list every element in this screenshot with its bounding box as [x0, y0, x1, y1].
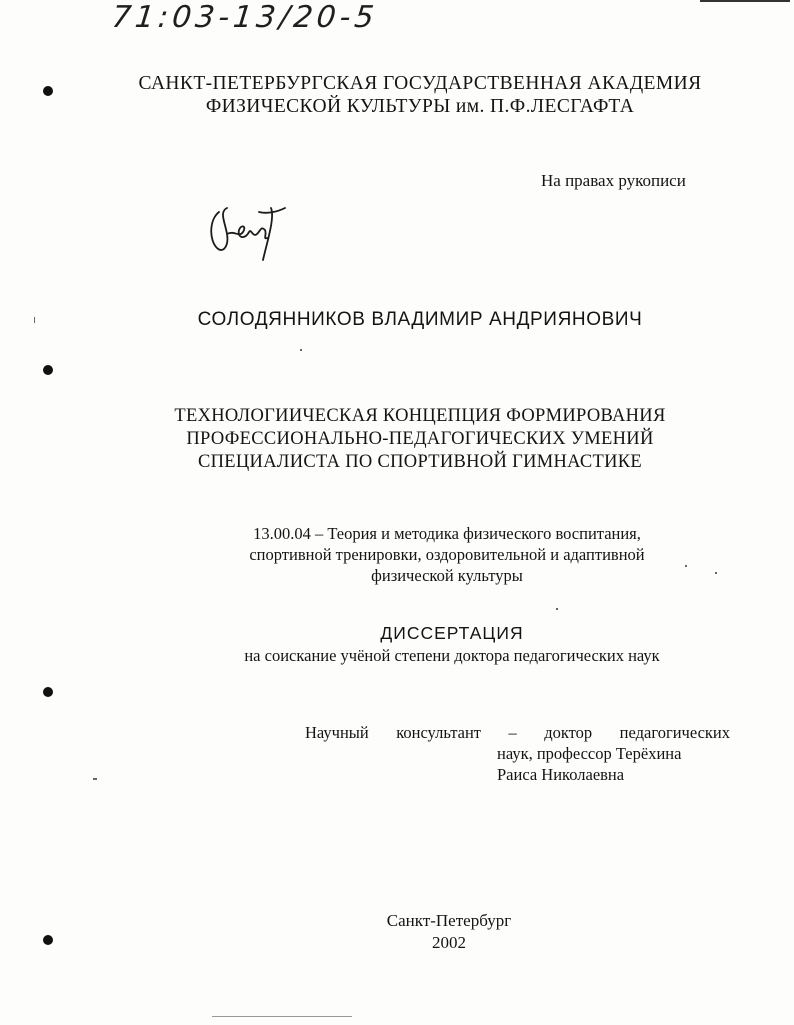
degree-text: на соискание учёной степени доктора педагогических наук [244, 646, 660, 665]
scan-speck [685, 565, 687, 567]
advisor-line-3: Раиса Николаевна [497, 765, 625, 784]
author-name: СОЛОДЯННИКОВ ВЛАДИМИР АНДРИЯНОВИЧ [197, 309, 643, 330]
signature-icon [205, 198, 300, 268]
scientific-advisor [305, 722, 730, 785]
thesis-title [0, 405, 794, 474]
thesis-title-line-2: ПРОФЕССИОНАЛЬНО-ПЕДАГОГИЧЕСКИХ УМЕНИЙ [186, 429, 654, 449]
punch-hole-icon [43, 365, 53, 375]
city: Санкт-Петербург [386, 911, 512, 930]
scan-speck [556, 608, 558, 610]
specialty-line-1: 13.00.04 – Теория и методика физического воспитания, [253, 524, 641, 543]
document-type: ДИССЕРТАЦИЯ [380, 623, 524, 643]
specialty-line-3: физической культуры [371, 566, 523, 585]
scan-speck [212, 1016, 352, 1017]
scan-speck [34, 317, 35, 323]
thesis-title-line-1: ТЕХНОЛОГИИЧЕСКАЯ КОНЦЕПЦИЯ ФОРМИРОВАНИЯ [174, 406, 666, 426]
scan-edge-line [700, 0, 790, 2]
year: 2002 [432, 933, 466, 952]
specialty-code [0, 523, 794, 586]
rights-note: На правах рукописи [541, 171, 686, 190]
advisor-line-2: наук, профессор Терёхина [497, 744, 682, 763]
institution-line-2: ФИЗИЧЕСКОЙ КУЛЬТУРЫ им. П.Ф.ЛЕСГАФТА [205, 96, 635, 117]
scan-speck [93, 778, 97, 780]
advisor-line-1: Научный консультант – доктор педагогических [305, 723, 730, 742]
scan-speck [300, 349, 302, 351]
specialty-line-2: спортивной тренировки, оздоровительной и адаптивной [249, 545, 645, 564]
punch-hole-icon [43, 687, 53, 697]
punch-hole-icon [43, 935, 53, 945]
scan-speck [715, 572, 717, 574]
thesis-title-line-3: СПЕЦИАЛИСТА ПО СПОРТИВНОЙ ГИМНАСТИКЕ [197, 452, 643, 472]
punch-hole-icon [43, 86, 53, 96]
institution-name [0, 72, 794, 118]
archive-number: 71:03-13/20-5 [110, 0, 380, 35]
institution-line-1: САНКТ-ПЕТЕРБУРГСКАЯ ГОСУДАРСТВЕННАЯ АКАДЕМИЯ [138, 73, 702, 94]
